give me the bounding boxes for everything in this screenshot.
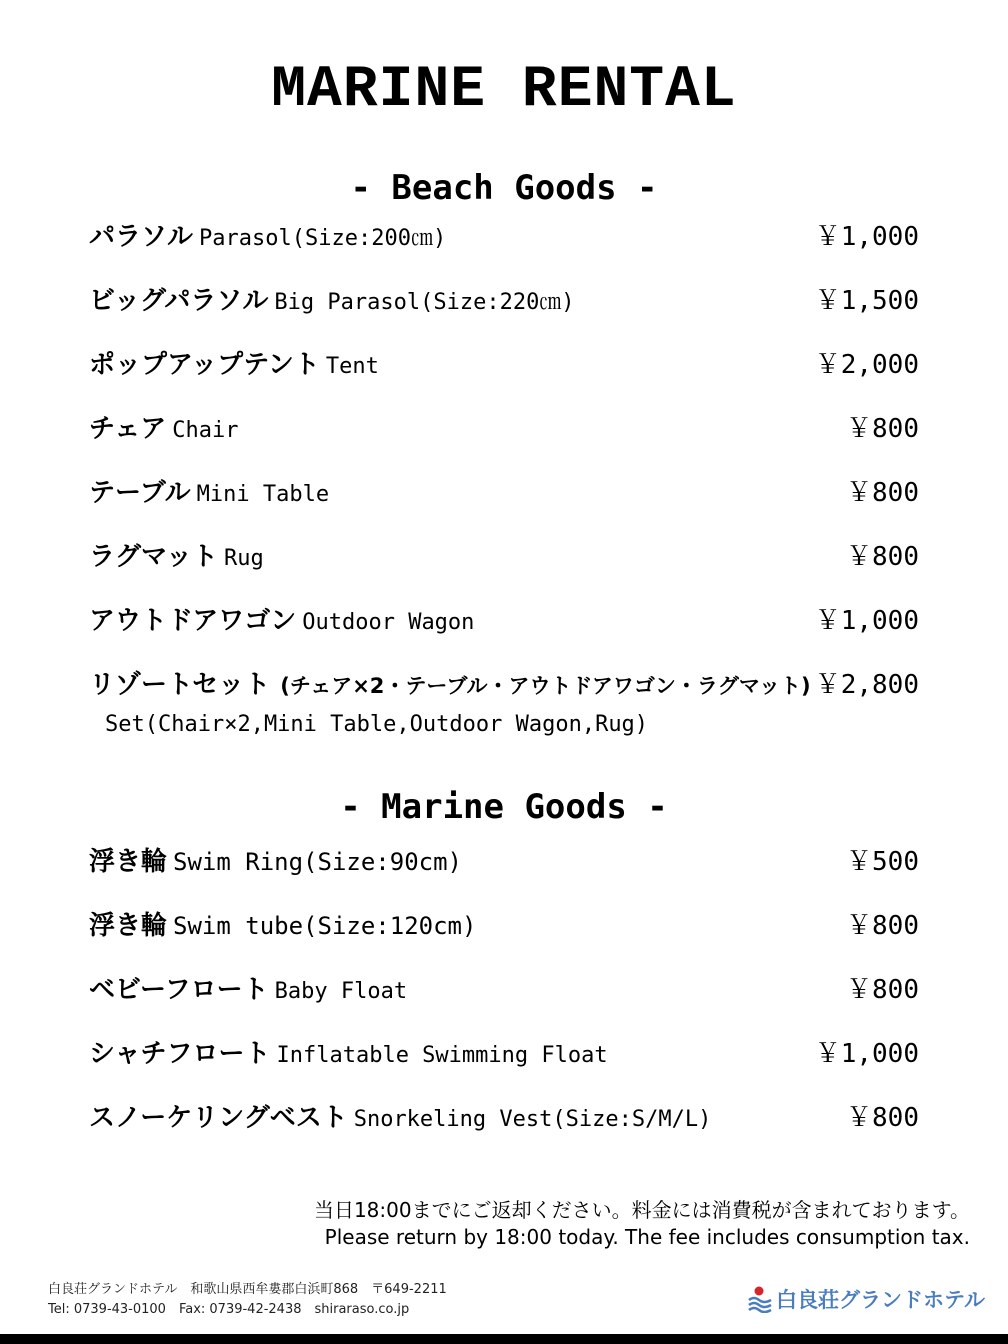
item-price: ￥800: [846, 542, 919, 572]
item-price: ￥800: [846, 911, 919, 941]
hotel-address: 白良荘グランドホテル 和歌山県西牟婁郡白浜町868 〒649-2211: [48, 1282, 447, 1297]
item-name-ja: スノーケリングベスト: [89, 1103, 348, 1133]
item-name-ja: チェア: [89, 414, 167, 444]
hotel-logo-icon: [748, 1285, 772, 1313]
item-price: ￥800: [846, 975, 919, 1005]
bottom-border: [0, 1334, 1008, 1344]
item-name-en: Swim tube(Size:120cm): [173, 912, 477, 940]
return-notice-ja: 当日18:00までにご返却ください。料金には消費税が含まれております。: [313, 1198, 970, 1222]
item-price: ￥500: [846, 847, 919, 877]
item-name-ja: ビッグパラソル: [89, 286, 269, 316]
item-name-ja: ラグマット: [89, 542, 218, 572]
item-name-ja: 浮き輪: [89, 911, 168, 941]
list-item: [89, 1037, 919, 1077]
item-name-ja: シャチフロート: [89, 1039, 271, 1069]
hotel-logo: [748, 1284, 985, 1314]
item-name-ja: アウトドアワゴン: [89, 606, 297, 636]
item-name-en: Baby Float: [274, 979, 408, 1004]
item-name-en: Mini Table: [196, 482, 330, 507]
item-name-en: Outdoor Wagon: [302, 610, 475, 635]
list-item: [89, 540, 919, 580]
list-item: [89, 1101, 919, 1141]
item-name-en: Snorkeling Vest(Size:S/M/L): [353, 1107, 712, 1132]
list-item: [89, 604, 919, 644]
list-item: [89, 845, 919, 885]
item-price: ￥800: [846, 1103, 919, 1133]
hotel-logo-text: 白良荘グランドホテル: [776, 1288, 985, 1312]
list-item: [89, 348, 919, 388]
return-notice-en: Please return by 18:00 today. The fee includes consumption tax.: [324, 1225, 970, 1249]
beach-goods-heading: - Beach Goods -: [350, 168, 658, 208]
item-name-en: Rug: [223, 546, 264, 571]
item-price: ￥800: [846, 414, 919, 444]
item-name-ja: テーブル: [89, 478, 191, 508]
item-name-en: Tent: [325, 354, 379, 379]
item-contents-ja: (チェア×2・テーブル・アウトドアワゴン・ラグマット): [280, 674, 811, 698]
item-name-en: Chair: [172, 418, 239, 443]
list-item: [89, 412, 919, 452]
list-item: [89, 220, 919, 260]
item-price: ￥2,000: [814, 350, 919, 380]
hotel-contact-info: [48, 1280, 447, 1320]
item-price: ￥1,500: [814, 286, 919, 316]
item-name-ja: パラソル: [89, 222, 194, 252]
item-price: ￥1,000: [814, 222, 919, 252]
list-item: [89, 476, 919, 516]
list-item: [89, 973, 919, 1013]
page-title: MARINE RENTAL: [271, 58, 737, 123]
item-price: ￥800: [846, 478, 919, 508]
item-name-en: Inflatable Swimming Float: [276, 1043, 608, 1068]
item-name-ja: ベビーフロート: [89, 975, 269, 1005]
item-name-ja: 浮き輪: [89, 847, 168, 877]
hotel-phone-web: Tel: 0739-43-0100 Fax: 0739-42-2438 shiraraso.co.jp: [48, 1302, 410, 1317]
list-item: [89, 668, 919, 708]
item-price: ￥1,000: [814, 1039, 919, 1069]
item-name-ja: リゾートセット: [89, 670, 271, 700]
item-name-en: Parasol(Size:200㎝): [199, 226, 447, 251]
list-item: [89, 909, 919, 949]
item-name-en: Swim Ring(Size:90cm): [173, 848, 462, 876]
item-name-ja: ポップアップテント: [89, 350, 320, 380]
item-name-en: Set(Chair×2,Mini Table,Outdoor Wagon,Rug): [105, 712, 649, 737]
item-price: ￥1,000: [814, 606, 919, 636]
list-item: [89, 284, 919, 324]
marine-goods-heading: - Marine Goods -: [340, 787, 668, 827]
item-name-en: Big Parasol(Size:220㎝): [274, 290, 575, 315]
item-price: ￥2,800: [814, 670, 919, 700]
